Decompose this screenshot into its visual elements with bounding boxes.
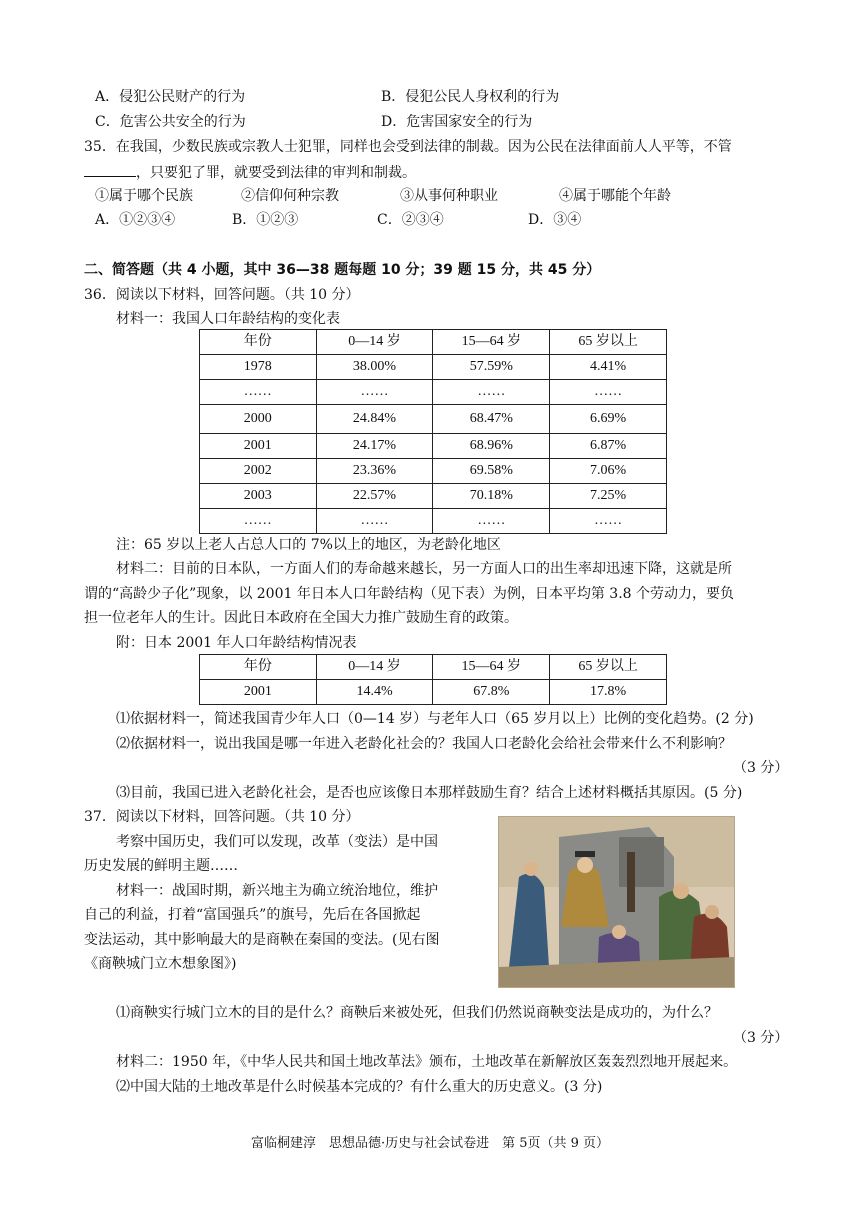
table-header-row	[200, 655, 667, 680]
table-cell: ……	[550, 380, 667, 405]
table-cell: 17.8%	[550, 680, 667, 705]
table-header-row	[200, 330, 667, 355]
table-cell: 67.8%	[433, 680, 550, 705]
illustration-image	[498, 816, 735, 988]
population-table-china	[199, 329, 667, 534]
q35-stem-line2	[84, 164, 416, 180]
table-header-cell: 年份	[200, 655, 317, 680]
table-cell: 38.00%	[316, 355, 433, 380]
q37-material2: 材料二：1950 年，《中华人民共和国土地改革法》颁布，土地改革在新解放区轰轰烈烈地开展起来。	[116, 1054, 738, 1070]
table-cell: 24.17%	[316, 434, 433, 459]
q37-material1-line3: 变法运动，其中影响最大的是商鞅在秦国的变法。(见右图	[84, 932, 440, 948]
table-cell: 69.58%	[433, 459, 550, 484]
table-header-cell: 65 岁以上	[550, 330, 667, 355]
table-cell: 14.4%	[316, 680, 433, 705]
q37-intro-line2: 历史发展的鲜明主题……	[84, 858, 238, 874]
q35-option-c: C．②③④	[377, 212, 444, 228]
q36-title: 36．阅读以下材料，回答问题。（共 10 分）	[84, 287, 360, 303]
population-table-japan	[199, 654, 667, 705]
q34-option-c: C．危害公共安全的行为	[95, 114, 246, 130]
table-cell: ……	[316, 380, 433, 405]
q37-material1-line1: 材料一：战国时期，新兴地主为确立统治地位，维护	[116, 883, 438, 899]
table-row	[200, 459, 667, 484]
q34-option-d: D．危害国家安全的行为	[381, 114, 533, 130]
table-cell: ……	[200, 509, 317, 534]
table-cell: ……	[433, 509, 550, 534]
q35-option-a: A．①②③④	[95, 212, 176, 228]
table-header-cell: 15—64 岁	[433, 655, 550, 680]
table-header-cell: 0—14 岁	[316, 655, 433, 680]
table-cell: 7.25%	[550, 484, 667, 509]
q36-appendix-label: 附：日本 2001 年人口年龄结构情况表	[116, 635, 357, 651]
table-cell: 6.87%	[550, 434, 667, 459]
q35-option-b: B．①②③	[232, 212, 299, 228]
q36-sub2: ⑵依据材料一，说出我国是哪一年进入老龄化社会的？我国人口老龄化会给社会带来什么不利影响？	[116, 736, 732, 752]
answer-blank	[84, 164, 136, 177]
table-cell: 6.69%	[550, 405, 667, 434]
q35-stem-line2-text: ，只要犯了罪，就要受到法律的审判和制裁。	[136, 165, 416, 181]
q35-item-2: ②信仰何种宗教	[241, 188, 339, 204]
table-cell: 23.36%	[316, 459, 433, 484]
q34-option-a: A．侵犯公民财产的行为	[95, 89, 246, 105]
page-footer: 富临桐建淳 思想品德·历史与社会试卷进 第 5页（共 9 页）	[250, 1136, 610, 1151]
table-cell: 2003	[200, 484, 317, 509]
table-row	[200, 355, 667, 380]
table-cell: 2001	[200, 434, 317, 459]
table-cell: 24.84%	[316, 405, 433, 434]
q35-option-d: D．③④	[528, 212, 582, 228]
q36-sub1: ⑴依据材料一，简述我国青少年人口（0—14 岁）与老年人口（65 岁月以上）比例的变化趋势。(2 分)	[116, 711, 754, 727]
table-cell: 4.41%	[550, 355, 667, 380]
q36-sub3: ⑶目前，我国已进入老龄化社会，是否也应该像日本那样鼓励生育？结合上述材料概括其原因。(5 分)	[116, 785, 743, 801]
table-row	[200, 509, 667, 534]
table-row	[200, 380, 667, 405]
q36-material2-line1: 材料二：目前的日本队，一方面人们的寿命越来越长，另一方面人口的出生率却迅速下降，这就是所	[116, 561, 732, 577]
table-cell: ……	[550, 509, 667, 534]
table-row	[200, 484, 667, 509]
table-cell: 2002	[200, 459, 317, 484]
illustration-drawing	[499, 817, 734, 987]
table-cell: ……	[200, 380, 317, 405]
q37-material1-line4: 《商鞅城门立木想象图》)	[84, 956, 237, 972]
q37-sub2: ⑵中国大陆的土地改革是什么时候基本完成的？有什么重大的历史意义。(3 分)	[116, 1079, 603, 1095]
table-cell: 1978	[200, 355, 317, 380]
q37-title: 37．阅读以下材料，回答问题。（共 10 分）	[84, 809, 360, 825]
table-cell: 57.59%	[433, 355, 550, 380]
section-2-heading: 二、简答题（共 4 小题，其中 36—38 题每题 10 分；39 题 15 分，共 45 分）	[84, 262, 601, 278]
table-cell: 68.47%	[433, 405, 550, 434]
q37-sub1-score: （3 分）	[733, 1030, 789, 1046]
q35-item-1: ①属于哪个民族	[95, 188, 193, 204]
q35-item-4: ④属于哪能个年龄	[559, 188, 671, 204]
table-cell: 2001	[200, 680, 317, 705]
table-header-cell: 年份	[200, 330, 317, 355]
table-row	[200, 680, 667, 705]
table-cell: 22.57%	[316, 484, 433, 509]
q36-note: 注：65 岁以上老人占总人口的 7%以上的地区，为老龄化地区	[116, 537, 501, 553]
q35-stem-line1: 35．在我国，少数民族或宗教人士犯罪，同样也会受到法律的制裁。因为公民在法律面前人人平等，不管	[84, 139, 732, 155]
table-cell: 7.06%	[550, 459, 667, 484]
q37-intro-line1: 考察中国历史，我们可以发现，改革（变法）是中国	[116, 834, 438, 850]
table-cell: 68.96%	[433, 434, 550, 459]
q34-option-b: B．侵犯公民人身权利的行为	[381, 89, 560, 105]
table-cell: ……	[316, 509, 433, 534]
table-header-cell: 65 岁以上	[550, 655, 667, 680]
q36-material1-label: 材料一：我国人口年龄结构的变化表	[116, 311, 340, 327]
q37-material1-line2: 自己的利益，打着“富国强兵”的旗号，先后在各国掀起	[84, 907, 421, 923]
table-row	[200, 405, 667, 434]
q36-sub2-score: （3 分）	[733, 760, 789, 776]
table-header-cell: 0—14 岁	[316, 330, 433, 355]
table-row	[200, 434, 667, 459]
table-cell: 2000	[200, 405, 317, 434]
q36-material2-line2: 谓的“高龄少子化”现象，以 2001 年日本人口年龄结构（见下表）为例，日本平均第 3.8 个劳动力，要负	[84, 586, 735, 602]
table-header-cell: 15—64 岁	[433, 330, 550, 355]
q37-sub1: ⑴商鞅实行城门立木的目的是什么？商鞅后来被处死，但我们仍然说商鞅变法是成功的，为什么？	[116, 1005, 718, 1021]
q36-material2-line3: 担一位老年人的生计。因此日本政府在全国大力推广鼓励生育的政策。	[84, 610, 518, 626]
table-cell: ……	[433, 380, 550, 405]
q35-item-3: ③从事何种职业	[400, 188, 498, 204]
table-cell: 70.18%	[433, 484, 550, 509]
